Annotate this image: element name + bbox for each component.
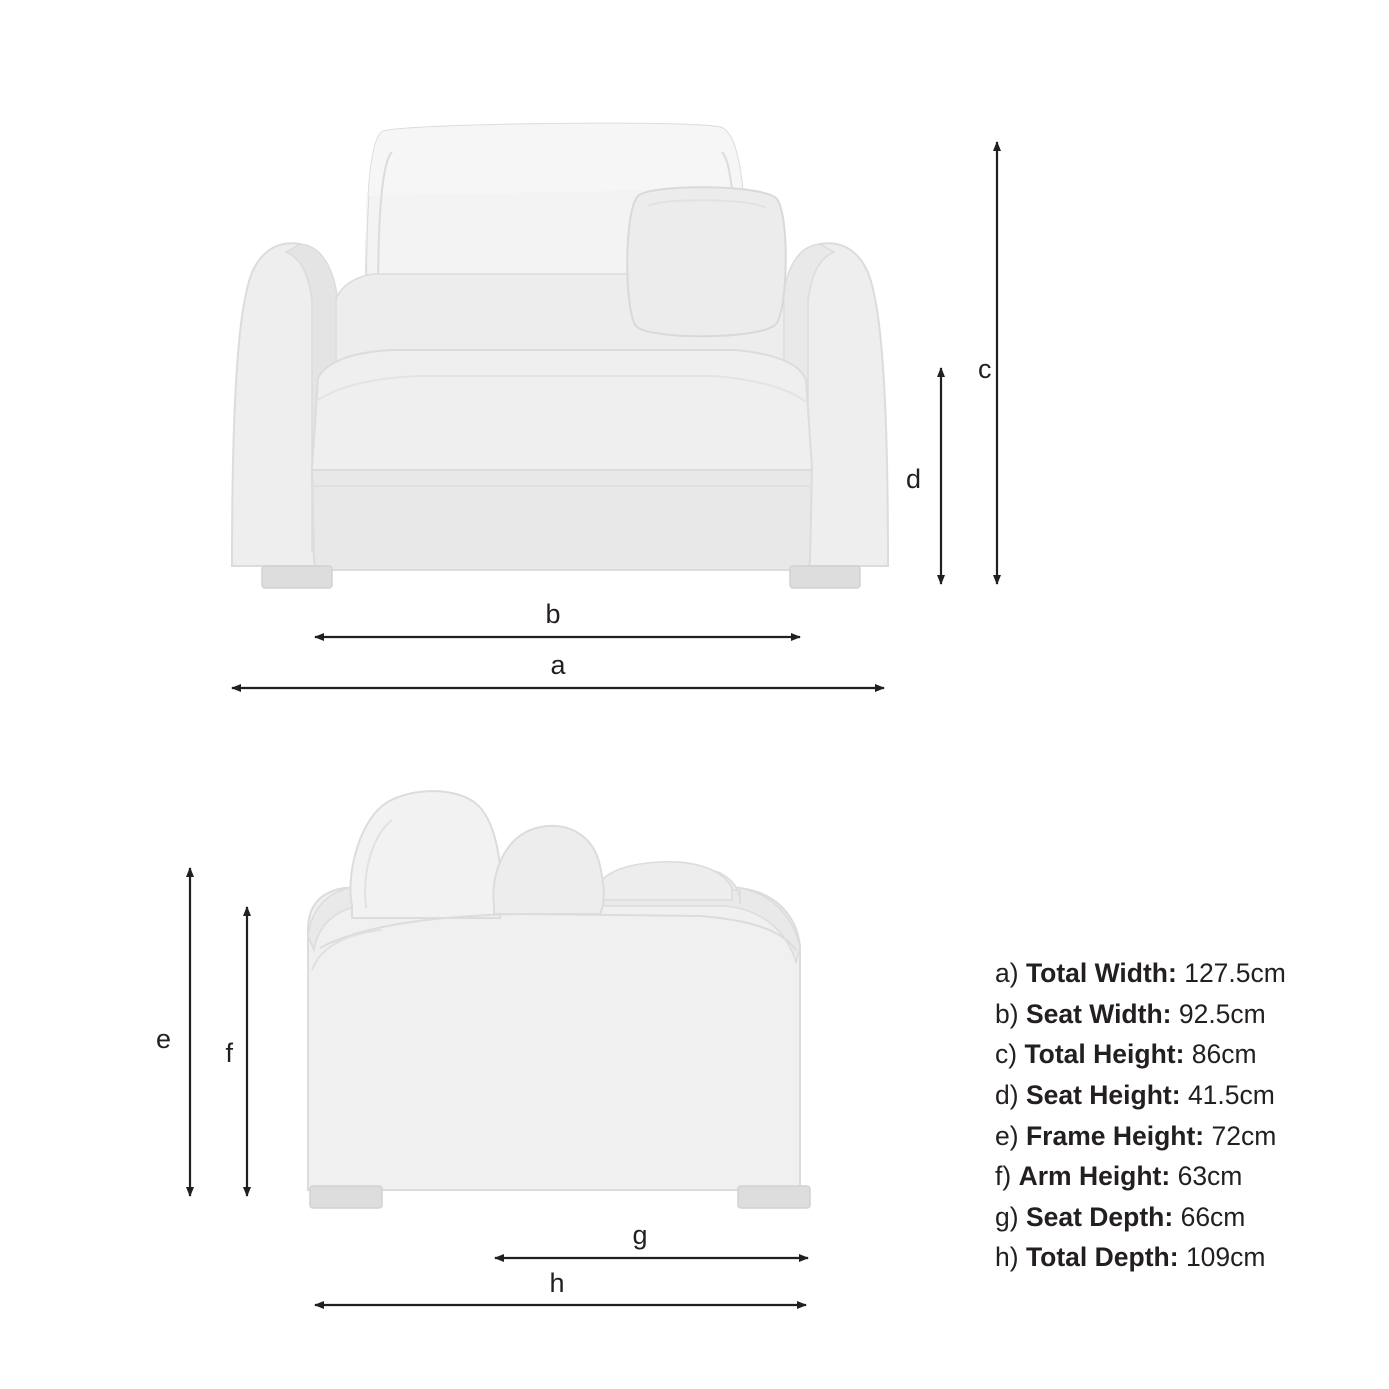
spec-row-total-width [995, 955, 1375, 993]
spec-key: e) [995, 1120, 1019, 1151]
spec-value: 66cm [1180, 1201, 1246, 1232]
spec-name: Frame Height: [1025, 1120, 1205, 1151]
spec-value: 41.5cm [1187, 1079, 1275, 1110]
spec-value: 86cm [1191, 1039, 1257, 1070]
dimension-label-d: d [905, 464, 921, 494]
spec-row-total-depth [995, 1239, 1375, 1277]
dimension-spec-list [995, 955, 1375, 1280]
dimension-label-a: a [550, 650, 566, 680]
spec-name: Total Height: [1024, 1039, 1185, 1070]
dimension-label-h: h [549, 1268, 565, 1298]
spec-key: c) [995, 1039, 1018, 1070]
spec-name: Seat Width: [1025, 998, 1172, 1029]
dimension-label-f: f [225, 1038, 233, 1068]
spec-row-seat-depth [995, 1199, 1375, 1237]
spec-name: Total Width: [1025, 958, 1177, 988]
dimension-label-g: g [632, 1220, 648, 1250]
spec-key: b) [995, 998, 1019, 1029]
spec-value: 63cm [1177, 1161, 1243, 1192]
spec-row-seat-height [995, 1077, 1375, 1115]
spec-name: Arm Height: [1018, 1161, 1171, 1192]
side-view-illustration [308, 791, 810, 1208]
dimension-label-c: c [978, 354, 992, 384]
front-view-illustration [232, 124, 888, 588]
spec-key: d) [995, 1079, 1019, 1110]
dimension-label-b: b [545, 599, 561, 629]
spec-name: Seat Depth: [1025, 1201, 1174, 1232]
spec-key: f) [995, 1161, 1012, 1192]
spec-value: 127.5cm [1184, 958, 1286, 988]
spec-key: h) [995, 1242, 1019, 1273]
spec-name: Total Depth: [1025, 1242, 1179, 1273]
spec-row-total-height [995, 1036, 1375, 1074]
spec-name: Seat Height: [1025, 1079, 1181, 1110]
spec-value: 109cm [1185, 1242, 1266, 1273]
dimension-label-e: e [155, 1024, 171, 1054]
spec-row-seat-width [995, 996, 1375, 1034]
spec-row-frame-height [995, 1118, 1375, 1156]
spec-value: 72cm [1211, 1120, 1277, 1151]
spec-row-arm-height [995, 1158, 1375, 1196]
spec-key: a) [995, 958, 1019, 988]
spec-value: 92.5cm [1178, 998, 1266, 1029]
spec-key: g) [995, 1201, 1019, 1232]
